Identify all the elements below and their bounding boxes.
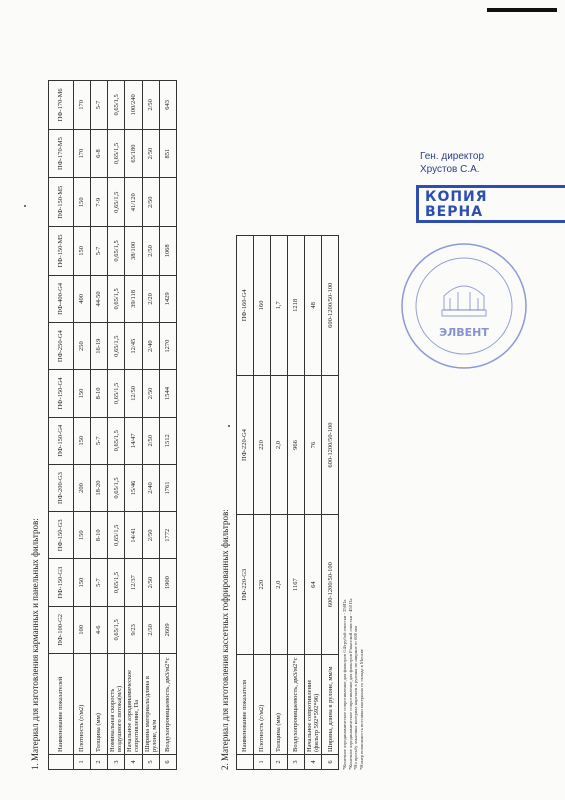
table-cell: 5-7 [91, 81, 108, 130]
table-row [125, 81, 142, 770]
table-cell: Номинальная скорость воздушного потока(м/с) [108, 654, 125, 755]
table-cell: 39/118 [125, 275, 142, 322]
table-cell: 76 [305, 375, 322, 515]
table-header-cell [49, 755, 74, 770]
table-cell: 1,7 [271, 236, 288, 376]
table-header-cell: ПФ-150-G3 [49, 512, 74, 559]
table-header-cell: ПФ-100-G2 [49, 606, 74, 653]
cassette-material-table [236, 235, 339, 770]
table-cell: 170 [74, 81, 91, 130]
table-row [305, 236, 322, 770]
table-cell: 150 [74, 559, 91, 606]
table-cell: 1429 [159, 275, 176, 322]
table-cell: 0,65/1,5 [108, 275, 125, 322]
table-cell: 5-7 [91, 227, 108, 276]
table-header-cell: ПФ-170-M5 [49, 129, 74, 178]
table-cell: 0,65/1,5 [108, 417, 125, 464]
table-cell: 12/50 [125, 370, 142, 417]
table-cell: 0,65/1,5 [108, 464, 125, 511]
table-header-cell: ПФ-170-M6 [49, 81, 74, 130]
table-cell: 150 [74, 370, 91, 417]
table2-title: 2. Материал для изготовления кассетных гофрированных фильтров: [220, 509, 230, 770]
table-cell: 220 [254, 515, 271, 655]
table-header-cell [237, 755, 254, 770]
table-cell: 2/50 [142, 559, 159, 606]
table-cell: 2/50 [142, 227, 159, 276]
table-header-cell: ПФ-200-G3 [49, 464, 74, 511]
table-cell: 2/50 [142, 81, 159, 130]
table-header-cell: ПФ-150-G4 [49, 417, 74, 464]
table-cell: 0,65/1,5 [108, 559, 125, 606]
stamp-line: КОПИЯ [425, 189, 488, 205]
table-cell: 5-7 [91, 559, 108, 606]
table-cell: 200 [74, 464, 91, 511]
table-cell: 100/240 [125, 81, 142, 130]
table-row [159, 81, 176, 770]
table-cell: 160 [254, 236, 271, 376]
table-row [91, 81, 108, 770]
table-cell: 600-1200/50-100 [322, 515, 339, 655]
table-cell: 1900 [159, 559, 176, 606]
signature-name: Хрустов С.А. [420, 164, 480, 175]
table-header-cell: ПФ-150-G4 [49, 370, 74, 417]
table-cell: 8-10 [91, 512, 108, 559]
table-cell: 2 [91, 755, 108, 770]
table-cell: 150 [74, 227, 91, 276]
table-cell [159, 178, 176, 227]
table-cell: 1 [74, 755, 91, 770]
footnotes [342, 599, 365, 770]
table-cell: Плотность (г/м2) [74, 654, 91, 755]
table-header-cell: ПФ-400-G4 [49, 275, 74, 322]
stamp-line: ВЕРНА [425, 203, 484, 220]
table-cell: Начальное сопротивление (фильтр 592*592*96) [305, 655, 322, 755]
table-cell: 12/45 [125, 323, 142, 370]
table-cell: 5-7 [91, 417, 108, 464]
table-cell: 0,65/1,5 [108, 323, 125, 370]
table-cell: 2,0 [271, 515, 288, 655]
table-header-cell: ПФ-250-G4 [49, 323, 74, 370]
table-header-cell: ПФ-220-G3 [237, 515, 254, 655]
table-cell: 14/47 [125, 417, 142, 464]
table-cell: 966 [288, 375, 305, 515]
table-cell: 6 [159, 755, 176, 770]
table-header-cell: Наименование показателей [49, 654, 74, 755]
table-cell: 6-8 [91, 129, 108, 178]
table-row [254, 236, 271, 770]
table-cell: 2/50 [142, 129, 159, 178]
table-cell: 2/50 [142, 370, 159, 417]
table1-title: 1. Материал для изготовления карманных и панельных фильтров: [30, 518, 40, 770]
table-cell: 38/100 [125, 227, 142, 276]
table-cell: 44-50 [91, 275, 108, 322]
table-cell: 18-20 [91, 464, 108, 511]
table-header-cell: ПФ-220-G4 [237, 375, 254, 515]
table-header-row [237, 236, 254, 770]
table-cell: 2/50 [142, 178, 159, 227]
corner-mark [487, 8, 557, 12]
table-cell: 1544 [159, 370, 176, 417]
table-cell: 1167 [288, 515, 305, 655]
table-cell: 0,65/1,5 [108, 370, 125, 417]
table-cell: 3 [288, 755, 305, 770]
table-cell: 16-19 [91, 323, 108, 370]
table-cell: 2/50 [142, 417, 159, 464]
table-cell: 0,65/1,5 [108, 129, 125, 178]
table-cell: 65/180 [125, 129, 142, 178]
table-cell: 4 [305, 755, 322, 770]
table-cell: 2/20 [142, 275, 159, 322]
table-row [108, 81, 125, 770]
table-cell: Толщина (мм) [271, 655, 288, 755]
table-cell: Начальное аэродинамическое сопротивление, Па [125, 654, 142, 755]
table-cell: 1 [254, 755, 271, 770]
table-cell: 15/46 [125, 464, 142, 511]
company-seal [398, 240, 530, 372]
table-cell: 0,65/1,5 [108, 227, 125, 276]
table-cell: 9/23 [125, 606, 142, 653]
table-cell: 2 [271, 755, 288, 770]
table-cell: 150 [74, 417, 91, 464]
table-cell: 64 [305, 515, 322, 655]
table-row [322, 236, 339, 770]
table-cell: 643 [159, 81, 176, 130]
table-row [271, 236, 288, 770]
table-cell: 250 [74, 323, 91, 370]
signature-title: Ген. директор [420, 151, 485, 162]
table-cell: 6 [322, 755, 339, 770]
table-cell: 1772 [159, 512, 176, 559]
table-cell: Воздухопроницаемость, дм3/м2*с [159, 654, 176, 755]
table-cell: 0,65/1,5 [108, 606, 125, 653]
table-cell: 220 [254, 375, 271, 515]
copy-stamp [416, 185, 565, 223]
table-cell: 4-6 [91, 606, 108, 653]
table-cell: 0,65/1,5 [108, 178, 125, 227]
table-cell: 400 [74, 275, 91, 322]
table-row [74, 81, 91, 770]
table-cell: 1512 [159, 417, 176, 464]
table-header-cell: Наименование показателя [237, 655, 254, 755]
table-cell: 48 [305, 236, 322, 376]
table-row [142, 81, 159, 770]
table-header-cell: ПФ-150-G3 [49, 559, 74, 606]
table-cell: 851 [159, 129, 176, 178]
table-cell: 4 [125, 755, 142, 770]
table-header-cell: ПФ-150-M5 [49, 227, 74, 276]
table-cell: 12/37 [125, 559, 142, 606]
table-cell: 1218 [288, 236, 305, 376]
table-cell: 2,0 [271, 375, 288, 515]
table-cell: 1761 [159, 464, 176, 511]
table-cell: 7-9 [91, 178, 108, 227]
table-cell: Ширина, длина в рулоне, мм/м [322, 655, 339, 755]
table-cell: 8-10 [91, 370, 108, 417]
table-header-cell: ПФ-150-M5 [49, 178, 74, 227]
scan-speck [24, 205, 26, 207]
table-cell: 3 [108, 755, 125, 770]
table-cell: Воздухопроницаемость, дм3/м2*с [288, 655, 305, 755]
table-cell: 2/50 [142, 606, 159, 653]
table-cell: 170 [74, 129, 91, 178]
footnote: *Номер возможность поставки материала со склада в Москве [359, 649, 365, 770]
table-cell: Плотность (г/м2) [254, 655, 271, 755]
table-cell: 600-1200/50-100 [322, 375, 339, 515]
table-cell: 14/41 [125, 512, 142, 559]
filters-material-table [48, 80, 177, 770]
table-cell: 2609 [159, 606, 176, 653]
table-cell: 100 [74, 606, 91, 653]
footnote: *Конечное аэродинамическое сопротивление для фильтров F/высокой очистки - 450 Па [347, 598, 353, 770]
table-cell: 1270 [159, 323, 176, 370]
table-cell: 2/40 [142, 323, 159, 370]
table-cell: 1068 [159, 227, 176, 276]
table-row [288, 236, 305, 770]
table-cell: 41/120 [125, 178, 142, 227]
table-cell: 600-1200/50-100 [322, 236, 339, 376]
seal-text: ЭЛВЕНТ [439, 326, 489, 339]
table-cell: 5 [142, 755, 159, 770]
table-cell: 2/40 [142, 464, 159, 511]
table-cell: Толщина (мм) [91, 654, 108, 755]
footnote: *Конечное аэродинамическое сопротивление для фильтров G4/грубой очистки - 250Па [342, 599, 347, 770]
table-cell: 150 [74, 178, 91, 227]
table-cell: 0,65/1,5 [108, 81, 125, 130]
table-cell: 0,65/1,5 [108, 512, 125, 559]
footnote: *На просьбу заказчика материал нарезаем в рулоны по ширине от 600 мм [353, 625, 359, 770]
table-cell: 150 [74, 512, 91, 559]
table-header-row [49, 81, 74, 770]
rotated-document-body [30, 80, 375, 770]
table-cell: Ширина материала/длина в рулоне, м/м [142, 654, 159, 755]
signature-block [420, 150, 484, 176]
table-cell: 2/50 [142, 512, 159, 559]
table-header-cell: ПФ-160-G4 [237, 236, 254, 376]
